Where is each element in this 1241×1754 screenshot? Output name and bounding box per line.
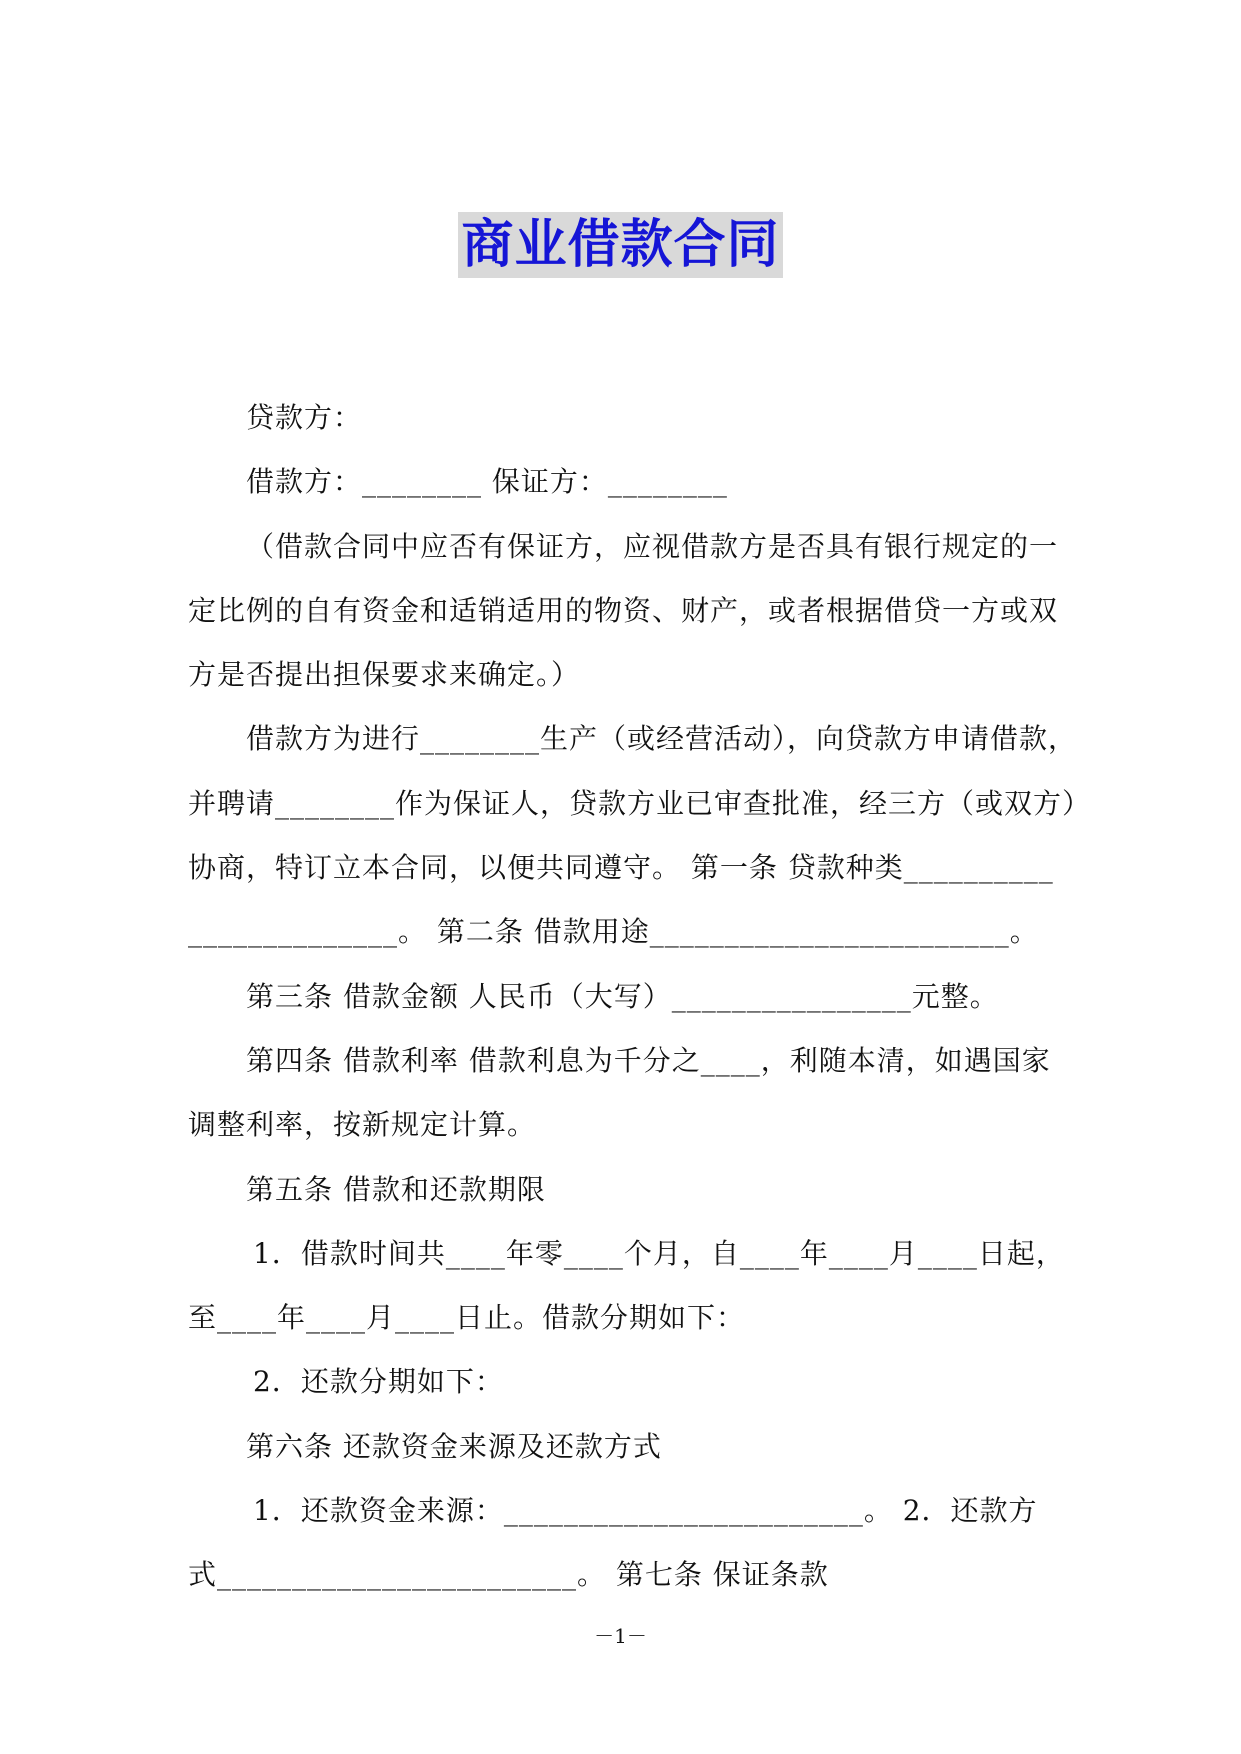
line-note-1: （借款合同中应否有保证方，应视借款方是否具有银行规定的一: [246, 529, 1059, 563]
line-borrower-guarantor: 借款方：________ 保证方：________: [246, 465, 728, 499]
page-number: －1－: [594, 1624, 647, 1648]
line-article-5: 第五条 借款和还款期限: [246, 1172, 546, 1206]
line-lender: 贷款方：: [246, 401, 363, 434]
title-container: [0, 212, 1241, 278]
document-body: [188, 386, 1092, 1608]
line-intro-1: 借款方为进行________生产（或经营活动），向贷款方申请借款，: [246, 722, 1078, 756]
line-article-4-2: 调整利率，按新规定计算。: [188, 1108, 537, 1142]
line-intro-2: 并聘请________作为保证人，贷款方业已审查批准，经三方（或双方）: [188, 786, 1092, 820]
line-article-6: 第六条 还款资金来源及还款方式: [246, 1429, 662, 1463]
line-note-3: 方是否提出担保要求来确定。）: [188, 658, 581, 692]
line-article-5-item-2: 2．还款分期如下：: [253, 1365, 504, 1399]
line-article-2: ______________。 第二条 借款用途________________________。: [188, 915, 1039, 949]
line-article-6-item-1: 1．还款资金来源：________________________。 2．还款方: [253, 1494, 1038, 1528]
line-article-5-item-1a: 1．借款时间共____年零____个月，自____年____月____日起，: [253, 1236, 1065, 1270]
document-title: 商业借款合同: [458, 212, 782, 278]
line-note-2: 定比例的自有资金和适销适用的物资、财产，或者根据借贷一方或双: [188, 593, 1059, 627]
line-article-5-item-1b: 至____年____月____日止。借款分期如下：: [188, 1301, 746, 1335]
line-intro-3: 协商，特订立本合同，以便共同遵守。 第一条 贷款种类__________: [188, 851, 1054, 885]
line-article-7: 式________________________。 第七条 保证条款: [188, 1558, 829, 1592]
line-article-4-1: 第四条 借款利率 借款利息为千分之____，利随本清，如遇国家: [246, 1043, 1051, 1077]
line-article-3: 第三条 借款金额 人民币（大写）________________元整。: [246, 979, 999, 1013]
